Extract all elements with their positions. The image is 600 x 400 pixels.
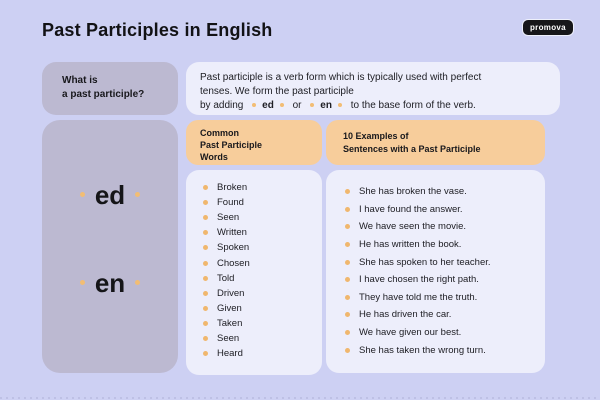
- bullet-dot-icon: [345, 277, 350, 282]
- bullet-dot-icon: [203, 291, 208, 296]
- word-list-item: [203, 271, 322, 286]
- word-label: Written: [217, 227, 247, 239]
- sentence-list-item: [345, 201, 545, 219]
- sentence-list-item: [345, 341, 545, 359]
- bullet-dot-icon: [345, 189, 350, 194]
- word-list-item: [203, 331, 322, 346]
- suffix-dot-icon: [135, 280, 140, 285]
- bottom-dotted-texture: [0, 397, 600, 399]
- words-header-line: Words: [200, 152, 228, 163]
- sentence-list-item: [345, 324, 545, 342]
- sentence-label: I have found the answer.: [359, 203, 463, 215]
- bullet-dot-icon: [203, 336, 208, 341]
- word-list-item: [203, 210, 322, 225]
- bullet-dot-icon: [345, 348, 350, 353]
- word-label: Given: [217, 302, 242, 314]
- bullet-dot-icon: [345, 295, 350, 300]
- word-label: Seen: [217, 212, 240, 224]
- word-label: Heard: [217, 348, 243, 360]
- bullet-dot-icon: [203, 306, 208, 311]
- suffix-en-big: [42, 270, 178, 296]
- definition-text: to the base form of the verb.: [350, 100, 476, 111]
- sentence-label: She has broken the vase.: [359, 186, 467, 198]
- question-line: a past participle?: [62, 89, 145, 100]
- question-line: What is: [62, 75, 98, 86]
- word-label: Chosen: [217, 257, 250, 269]
- bullet-dot-icon: [345, 207, 350, 212]
- bullet-dot-icon: [345, 260, 350, 265]
- sentence-label: I have chosen the right path.: [359, 274, 479, 286]
- word-label: Found: [217, 197, 244, 209]
- definition-line: [200, 99, 548, 113]
- sentence-list-item: [345, 306, 545, 324]
- definition-text: by adding: [200, 100, 244, 111]
- words-header-line: Past Participle: [200, 140, 263, 151]
- sentence-list-item: [345, 236, 545, 254]
- word-list-item: [203, 286, 322, 301]
- definition-panel: [186, 62, 560, 115]
- bullet-dot-icon: [203, 245, 208, 250]
- bullet-dot-icon: [345, 242, 350, 247]
- bullet-dot-icon: [345, 224, 350, 229]
- definition-line: tenses. We form the past participle: [200, 86, 354, 97]
- promova-logo: promova: [522, 19, 574, 36]
- sentence-list-item: [345, 253, 545, 271]
- suffix-ed-big: [42, 182, 178, 208]
- bullet-dot-icon: [203, 230, 208, 235]
- bullet-dot-icon: [345, 330, 350, 335]
- bullet-dot-icon: [203, 321, 208, 326]
- word-label: Driven: [217, 287, 245, 299]
- suffix-dot-icon: [252, 103, 256, 107]
- suffix-dot-icon: [310, 103, 314, 107]
- suffix-dot-icon: [80, 192, 85, 197]
- word-list-item: [203, 240, 322, 255]
- word-label: Spoken: [217, 242, 250, 254]
- sentence-label: He has driven the car.: [359, 309, 452, 321]
- bullet-dot-icon: [203, 185, 208, 190]
- suffix-ed-label: ed: [94, 180, 126, 210]
- words-header: [186, 120, 322, 165]
- question-panel: [42, 62, 178, 115]
- word-label: Broken: [217, 182, 248, 194]
- suffix-dot-icon: [280, 103, 284, 107]
- sentence-label: We have seen the movie.: [359, 221, 467, 233]
- definition-line: Past participle is a verb form which is typically used with perfect: [200, 72, 482, 83]
- sentence-list-item: [345, 289, 545, 307]
- suffix-en-inline: en: [320, 100, 332, 111]
- word-label: Seen: [217, 332, 240, 344]
- sentence-label: She has taken the wrong turn.: [359, 344, 486, 356]
- word-label: Told: [217, 272, 235, 284]
- bullet-dot-icon: [203, 200, 208, 205]
- suffix-dot-icon: [338, 103, 342, 107]
- word-list-item: [203, 301, 322, 316]
- word-list-item: [203, 346, 322, 361]
- sentence-label: She has spoken to her teacher.: [359, 256, 491, 268]
- page-title: Past Participles in English: [42, 20, 273, 40]
- word-list-item: [203, 255, 322, 270]
- word-list-item: [203, 225, 322, 240]
- suffix-dot-icon: [135, 192, 140, 197]
- sentence-label: He has written the book.: [359, 239, 462, 251]
- words-list-panel: [186, 170, 322, 375]
- suffix-panel: [42, 120, 178, 373]
- suffix-ed-inline: ed: [262, 100, 274, 111]
- sentences-list-panel: [326, 170, 545, 373]
- sentence-label: We have given our best.: [359, 327, 462, 339]
- word-list-item: [203, 316, 322, 331]
- word-list-item: [203, 195, 322, 210]
- sentences-header: [326, 120, 545, 165]
- suffix-dot-icon: [80, 280, 85, 285]
- bullet-dot-icon: [203, 215, 208, 220]
- sentence-list-item: [345, 271, 545, 289]
- definition-text: or: [292, 100, 302, 111]
- sentence-list-item: [345, 183, 545, 201]
- sentences-header-line: 10 Examples of: [343, 131, 409, 141]
- sentences-header-line: Sentences with a Past Participle: [343, 143, 481, 154]
- words-header-line: Common: [200, 128, 239, 138]
- sentence-label: They have told me the truth.: [359, 291, 478, 303]
- word-label: Taken: [217, 317, 243, 329]
- bullet-dot-icon: [203, 261, 208, 266]
- bullet-dot-icon: [203, 351, 208, 356]
- suffix-en-label: en: [94, 268, 126, 298]
- bullet-dot-icon: [345, 312, 350, 317]
- word-list-item: [203, 180, 322, 195]
- sentence-list-item: [345, 218, 545, 236]
- bullet-dot-icon: [203, 276, 208, 281]
